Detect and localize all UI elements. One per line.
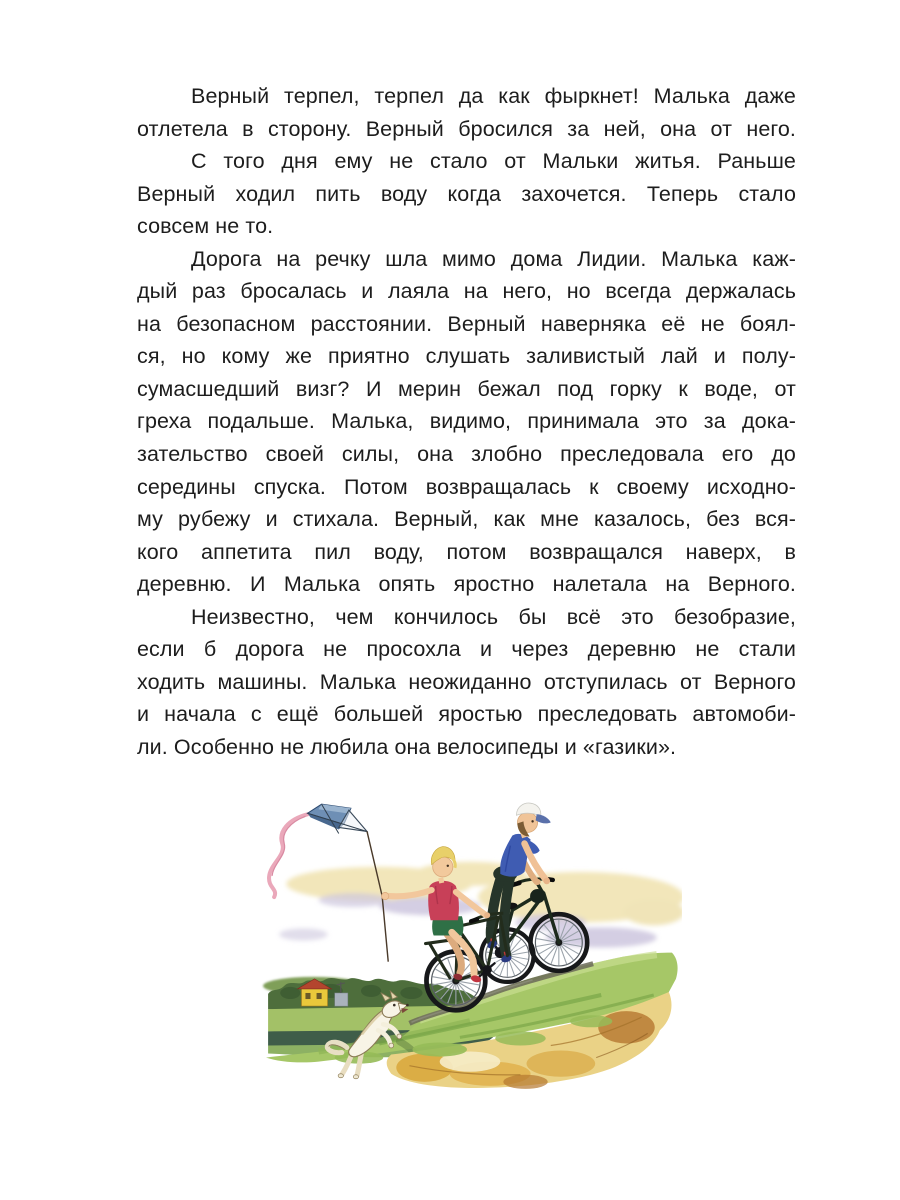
paragraph: [137, 80, 796, 145]
text-line: середины спуска. Потом возвращалась к своему исходно-: [137, 474, 796, 499]
text-line: ся, но кому же приятно слушать заливистый лай и полу-: [137, 344, 796, 369]
text-line: сумасшедший визг? И мерин бежал под горку к воде, от: [137, 376, 796, 401]
text-line: ли. Особенно не любила она велосипеды и «газики».: [137, 734, 677, 759]
text-line: деревню. И Малька опять яростно налетала на Верного.: [137, 572, 796, 597]
text-line: С того дня ему не стало от Мальки житья. Раньше: [191, 149, 796, 174]
clouds: [279, 862, 682, 948]
text-line: отлетела в сторону. Верный бросился за ней, она от него.: [137, 116, 796, 141]
text-line: совсем не то.: [137, 214, 274, 239]
text-line: и начала с ещё большей яростью преследовать автомоби-: [137, 702, 796, 727]
text-line: ходить машины. Малька неожиданно отступилась от Верного: [137, 669, 796, 694]
text-line: Верный ходил пить воду когда захочется. Теперь стало: [137, 181, 796, 206]
hand-gripping-string: [382, 892, 389, 899]
paragraph: [137, 145, 796, 243]
text-line: му рубежу и стихала. Верный, как мне казалось, без вся-: [137, 507, 796, 532]
text-line: Верный терпел, терпел да как фыркнет! Малька даже: [191, 84, 796, 108]
text-line: дый раз бросалась и лаяла на него, но всегда держалась: [137, 279, 796, 304]
text-line: кого аппетита пил воду, потом возвращался наверх, в: [137, 539, 796, 564]
handlebar-bag: [530, 889, 545, 903]
text-line: на безопасном расстоянии. Верный наверняка её не боял-: [137, 311, 796, 336]
story-text: [137, 80, 796, 763]
red-tank-top: [428, 881, 459, 920]
text-line: зательство своей силы, она злобно преследовала его до: [137, 442, 796, 467]
text-line: если б дорога не просохла и через деревню не стали: [137, 637, 796, 662]
illustration-kite-bicycles-dog: [258, 793, 682, 1091]
paragraph: [137, 601, 796, 764]
text-line: Дорога на речку шла мимо дома Лидии. Малька каж-: [191, 246, 796, 271]
text-line: Неизвестно, чем кончилось бы всё это безобразие,: [191, 604, 796, 629]
text-line: греха подальше. Малька, видимо, принимала это за дока-: [137, 409, 796, 434]
paragraph: [137, 243, 796, 601]
